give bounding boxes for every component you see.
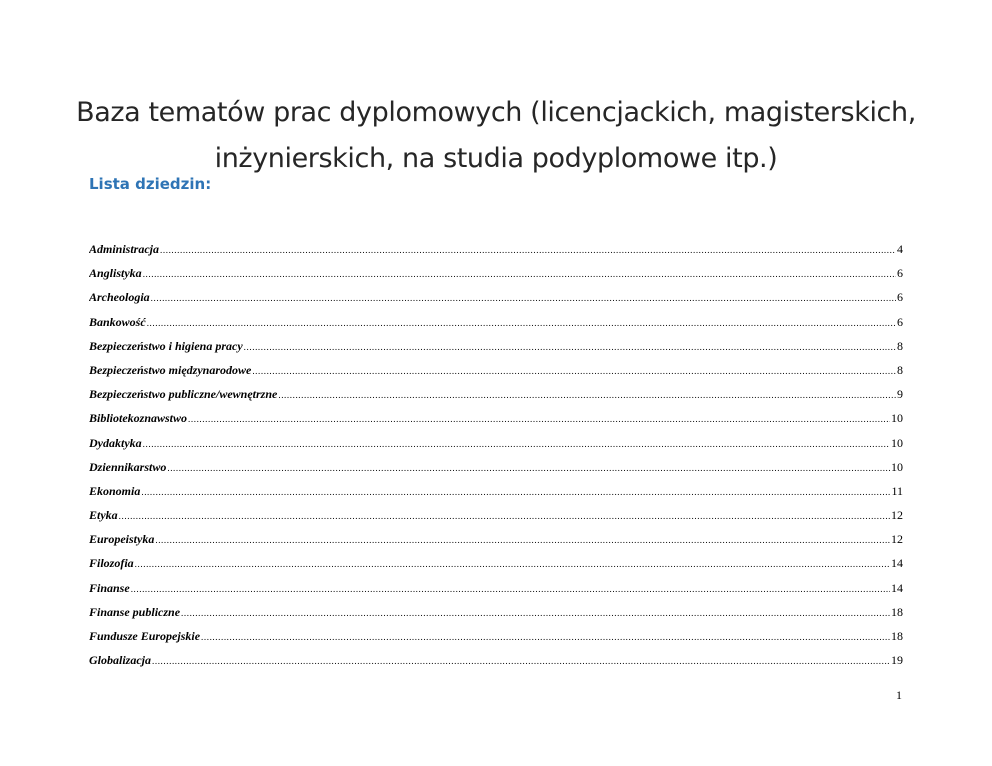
toc-entry[interactable]: [89, 363, 903, 387]
toc-entry-label: Ekonomia: [89, 483, 141, 498]
toc-dot-leader: [252, 366, 896, 376]
toc-entry-label: Anglistyka: [89, 266, 142, 281]
toc-entry-label: Archeologia: [89, 290, 150, 305]
toc-dot-leader: [151, 293, 896, 303]
toc-entry-page: 11: [891, 483, 903, 498]
toc-entry[interactable]: [89, 339, 903, 363]
toc-entry-page: 18: [891, 629, 903, 643]
toc-dot-leader: [188, 414, 890, 424]
toc-entry-page: 12: [891, 532, 903, 547]
table-of-contents: [89, 242, 903, 677]
toc-entry[interactable]: [89, 290, 903, 314]
toc-entry-label: Bezpieczeństwo międzynarodowe: [89, 362, 252, 377]
toc-entry-page: 10: [891, 411, 903, 426]
toc-entry[interactable]: [89, 532, 903, 556]
toc-entry-page: 18: [891, 604, 903, 619]
toc-dot-leader: [201, 632, 890, 642]
toc-entry-page: 8: [897, 338, 903, 353]
toc-entry-label: Bibliotekoznawstwo: [89, 411, 188, 426]
toc-dot-leader: [152, 656, 890, 666]
toc-dot-leader: [155, 535, 890, 545]
toc-entry-label: Bankowość: [89, 314, 146, 329]
toc-dot-leader: [141, 487, 890, 497]
toc-entry[interactable]: [89, 629, 903, 653]
toc-entry[interactable]: [89, 556, 903, 580]
toc-entry-label: Finanse publiczne: [89, 604, 181, 619]
toc-entry[interactable]: [89, 653, 903, 677]
toc-dot-leader: [131, 584, 890, 594]
toc-entry[interactable]: [89, 242, 903, 266]
toc-entry-label: Dziennikarstwo: [89, 459, 167, 474]
toc-entry-label: Administracja: [89, 242, 160, 256]
toc-dot-leader: [160, 245, 896, 255]
toc-heading: Lista dziedzin:: [89, 175, 212, 193]
toc-entry-page: 8: [897, 362, 903, 377]
toc-entry-page: 14: [891, 580, 903, 595]
toc-entry-label: Globalizacja: [89, 653, 151, 668]
toc-entry[interactable]: [89, 411, 903, 435]
toc-dot-leader: [135, 559, 890, 569]
toc-dot-leader: [143, 439, 890, 449]
toc-entry-page: 9: [897, 387, 903, 402]
toc-entry-page: 19: [891, 653, 903, 668]
toc-entry[interactable]: [89, 605, 903, 629]
toc-dot-leader: [147, 318, 896, 328]
toc-entry[interactable]: [89, 460, 903, 484]
toc-entry-label: Fundusze Europejskie: [89, 629, 201, 643]
toc-dot-leader: [143, 269, 896, 279]
document-title: Baza tematów prac dyplomowych (licencjackich, magisterskich, inżynierskich, na studia podyplomowe itp.): [76, 97, 916, 174]
toc-entry-label: Etyka: [89, 508, 118, 523]
page-number: 1: [896, 688, 902, 702]
toc-entry-label: Finanse: [89, 580, 130, 595]
toc-entry[interactable]: [89, 436, 903, 460]
toc-dot-leader: [181, 608, 890, 618]
toc-entry-page: 6: [897, 266, 903, 281]
toc-entry-page: 14: [891, 556, 903, 571]
toc-entry[interactable]: [89, 581, 903, 605]
toc-dot-leader: [119, 511, 890, 521]
toc-entry[interactable]: [89, 266, 903, 290]
toc-entry-page: 6: [897, 290, 903, 305]
toc-entry-page: 6: [897, 314, 903, 329]
toc-dot-leader: [167, 463, 890, 473]
toc-entry[interactable]: [89, 315, 903, 339]
toc-entry-label: Filozofia: [89, 556, 134, 571]
toc-dot-leader: [278, 390, 896, 400]
toc-entry-page: 4: [897, 242, 903, 256]
toc-entry-label: Bezpieczeństwo publiczne/wewnętrzne: [89, 387, 278, 402]
toc-dot-leader: [244, 342, 896, 352]
toc-entry[interactable]: [89, 387, 903, 411]
toc-entry-label: Europeistyka: [89, 532, 155, 547]
toc-entry[interactable]: [89, 484, 903, 508]
toc-entry-label: Dydaktyka: [89, 435, 142, 450]
toc-entry-page: 10: [891, 435, 903, 450]
toc-entry-page: 12: [891, 508, 903, 523]
toc-entry-page: 10: [891, 459, 903, 474]
toc-entry[interactable]: [89, 508, 903, 532]
toc-entry-label: Bezpieczeństwo i higiena pracy: [89, 338, 243, 353]
